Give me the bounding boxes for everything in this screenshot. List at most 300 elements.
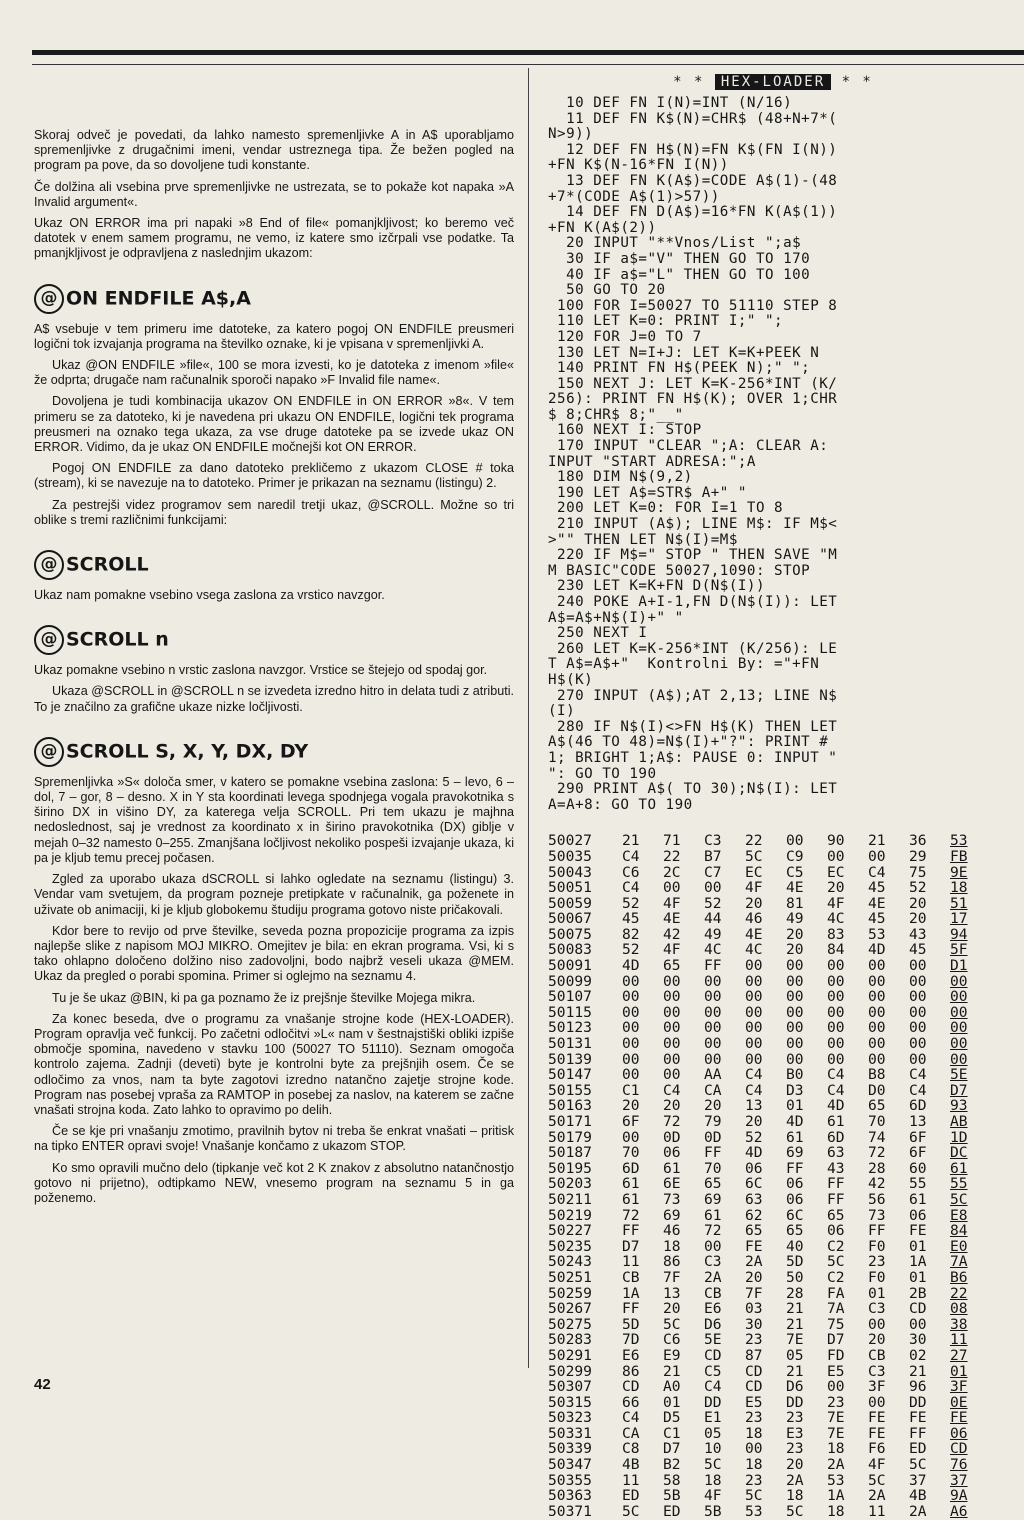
hex-byte: 00 bbox=[868, 1019, 886, 1037]
hex-byte: AA bbox=[704, 1066, 722, 1084]
hex-byte: 4D bbox=[745, 1144, 763, 1162]
listing-column bbox=[548, 74, 998, 1519]
hex-byte: 00 bbox=[663, 1050, 681, 1068]
hex-byte: DD bbox=[909, 1393, 927, 1411]
hex-byte: C1 bbox=[663, 1424, 681, 1442]
hex-byte: B8 bbox=[868, 1066, 886, 1084]
hex-checksum: 38 bbox=[950, 1315, 968, 1333]
hex-byte: 18 bbox=[745, 1424, 763, 1442]
hex-byte: 00 bbox=[745, 957, 763, 975]
hex-byte: 4C bbox=[704, 941, 722, 959]
hex-byte: CD bbox=[745, 1362, 763, 1380]
hex-byte: 20 bbox=[622, 1097, 640, 1115]
hex-byte: 52 bbox=[622, 941, 640, 959]
hex-byte: 5C bbox=[827, 1253, 845, 1271]
paragraph: Ukaza @SCROLL in @SCROLL n se izvedeta izredno hitro in delata tudi z atributi. To je značilno za grafične ukaze nizke ločljivosti. bbox=[34, 684, 514, 714]
hex-byte: 53 bbox=[827, 1471, 845, 1489]
hex-byte: 6F bbox=[909, 1144, 927, 1162]
hex-address: 50371 bbox=[548, 1502, 592, 1520]
hex-address: 50323 bbox=[548, 1409, 592, 1427]
hex-byte: C9 bbox=[786, 847, 804, 865]
hex-byte: 53 bbox=[745, 1502, 763, 1520]
hex-dump-row bbox=[548, 1052, 998, 1068]
hex-byte: 69 bbox=[786, 1144, 804, 1162]
hex-byte: 61 bbox=[704, 1206, 722, 1224]
hex-byte: FE bbox=[909, 1222, 927, 1240]
hex-checksum: 18 bbox=[950, 879, 968, 897]
hex-byte: C4 bbox=[663, 1081, 681, 1099]
hex-address: 50035 bbox=[548, 847, 592, 865]
hex-byte: 63 bbox=[745, 1190, 763, 1208]
paragraph: Dovoljena je tudi kombinacija ukazov ON ENDFILE in ON ERROR »8«. V tem primeru se za datoteko, ki je navedena pri ukazu ON ENDFILE, logični tek programa preusmeri na oznako tega ukaza, za vse druge datoteke pa se izvede ukaz ON ERROR. Vidimo, da je ukaz ON ENDFILE močnejši kot ON ERROR. bbox=[34, 394, 514, 455]
hex-checksum: 94 bbox=[950, 925, 968, 943]
hex-address: 50259 bbox=[548, 1284, 592, 1302]
hex-byte: 02 bbox=[909, 1346, 927, 1364]
hex-byte: 3F bbox=[868, 1378, 886, 1396]
hex-byte: CA bbox=[704, 1081, 722, 1099]
hex-byte: 4F bbox=[827, 894, 845, 912]
hex-dump-row bbox=[548, 1083, 998, 1099]
hex-byte: C7 bbox=[704, 863, 722, 881]
hex-byte: 4E bbox=[745, 925, 763, 943]
hex-byte: 23 bbox=[868, 1253, 886, 1271]
hex-byte: FF bbox=[622, 1300, 640, 1318]
hex-byte: 4D bbox=[868, 941, 886, 959]
hex-checksum: 06 bbox=[950, 1424, 968, 1442]
hex-byte: 56 bbox=[868, 1190, 886, 1208]
hex-address: 50251 bbox=[548, 1268, 592, 1286]
hex-byte: 13 bbox=[909, 1113, 927, 1130]
hex-byte: 00 bbox=[786, 1003, 804, 1021]
hex-byte: FA bbox=[827, 1284, 845, 1302]
hex-byte: ED bbox=[909, 1440, 927, 1458]
hex-byte: 58 bbox=[663, 1471, 681, 1489]
hex-address: 50235 bbox=[548, 1237, 592, 1255]
hex-byte: 45 bbox=[868, 879, 886, 897]
paragraph: Ko smo opravili mučno delo (tipkanje več kot 2 K znakov z absolutno natančnostjo gotovo ni prijetno), odtipkamo NEW, vnesemo program na seznamu 5 in ga poženemo. bbox=[34, 1160, 514, 1205]
hex-byte: 4E bbox=[868, 894, 886, 912]
hex-checksum: 00 bbox=[950, 972, 968, 990]
hex-byte: 00 bbox=[622, 1050, 640, 1068]
hex-byte: 00 bbox=[704, 1237, 722, 1255]
hex-byte: 65 bbox=[827, 1206, 845, 1224]
hex-dump-row bbox=[548, 1317, 998, 1333]
hex-byte: 50 bbox=[786, 1268, 804, 1286]
hex-byte: 5C bbox=[786, 1502, 804, 1520]
hex-byte: 00 bbox=[622, 1003, 640, 1021]
hex-byte: 05 bbox=[704, 1424, 722, 1442]
hex-byte: C3 bbox=[704, 832, 722, 850]
hex-byte: 00 bbox=[704, 1050, 722, 1068]
hex-byte: FF bbox=[622, 1222, 640, 1240]
hex-byte: 43 bbox=[827, 1159, 845, 1177]
hex-byte: DD bbox=[704, 1393, 722, 1411]
hex-byte: 11 bbox=[622, 1471, 640, 1489]
hex-byte: D6 bbox=[704, 1315, 722, 1333]
hex-byte: 21 bbox=[909, 1362, 927, 1380]
on-endfile-section bbox=[34, 322, 514, 528]
page-number: 42 bbox=[34, 1376, 51, 1393]
hex-dump-row bbox=[548, 833, 998, 849]
hex-byte: CD bbox=[745, 1378, 763, 1396]
hex-byte: 71 bbox=[663, 832, 681, 850]
hex-byte: 7F bbox=[745, 1284, 763, 1302]
hex-byte: FF bbox=[786, 1159, 804, 1177]
hex-byte: E6 bbox=[704, 1300, 722, 1318]
hex-byte: 6F bbox=[622, 1113, 640, 1130]
hex-byte: 20 bbox=[909, 894, 927, 912]
hex-address: 50331 bbox=[548, 1424, 592, 1442]
hex-byte: 70 bbox=[704, 1159, 722, 1177]
hex-checksum: 5F bbox=[950, 941, 968, 959]
hex-byte: 87 bbox=[745, 1346, 763, 1364]
hex-byte: 4C bbox=[827, 910, 845, 928]
hex-address: 50075 bbox=[548, 925, 592, 943]
hex-byte: 2C bbox=[663, 863, 681, 881]
hex-byte: 72 bbox=[868, 1144, 886, 1162]
hex-byte: E5 bbox=[827, 1362, 845, 1380]
hex-dump-row bbox=[548, 1208, 998, 1224]
hex-byte: 20 bbox=[786, 1456, 804, 1474]
hex-byte: 45 bbox=[622, 910, 640, 928]
hex-dump-row bbox=[548, 880, 998, 896]
hex-byte: 61 bbox=[663, 1159, 681, 1177]
hex-byte: C4 bbox=[827, 1066, 845, 1084]
hex-byte: 30 bbox=[745, 1315, 763, 1333]
hex-byte: 28 bbox=[868, 1159, 886, 1177]
at-sign-icon: @ bbox=[34, 625, 64, 655]
hex-byte: D7 bbox=[663, 1440, 681, 1458]
hex-byte: 75 bbox=[909, 863, 927, 881]
hex-byte: 20 bbox=[786, 925, 804, 943]
hex-byte: E9 bbox=[663, 1346, 681, 1364]
at-sign-icon: @ bbox=[34, 737, 64, 767]
hex-byte: 5B bbox=[663, 1487, 681, 1505]
hex-byte: 00 bbox=[663, 988, 681, 1006]
hex-byte: C4 bbox=[745, 1066, 763, 1084]
hex-byte: FF bbox=[704, 957, 722, 975]
hex-address: 50059 bbox=[548, 894, 592, 912]
paragraph: Zgled za uporabo ukaza dSCROLL si lahko ogledate na seznamu (listingu) 3. Vendar vam svetujem, da program pozneje pretipkate v računalnik, ga poženete in uživate ob animaciji, ki je kljub globokemu študiju programa gotovo niste pričakovali. bbox=[34, 872, 514, 917]
hex-byte: 4F bbox=[663, 894, 681, 912]
hex-dump-row bbox=[548, 849, 998, 865]
hex-byte: 61 bbox=[622, 1190, 640, 1208]
paragraph: Ukaz @ON ENDFILE »file«, 100 se mora izvesti, ko je datoteka z imenom »file« že odprta; drugače nam računalnik sporoči napako »F Invalid file name«. bbox=[34, 358, 514, 388]
hex-byte: 00 bbox=[909, 1050, 927, 1068]
hex-byte: 20 bbox=[704, 1097, 722, 1115]
hex-byte: 21 bbox=[868, 832, 886, 850]
hex-byte: 00 bbox=[827, 1019, 845, 1037]
hex-address: 50123 bbox=[548, 1019, 592, 1037]
hex-checksum: D7 bbox=[950, 1081, 968, 1099]
hex-dump-row bbox=[548, 896, 998, 912]
hex-dump-row bbox=[548, 1130, 998, 1146]
hex-byte: FE bbox=[868, 1409, 886, 1427]
hex-checksum: 00 bbox=[950, 1035, 968, 1053]
hex-checksum: B6 bbox=[950, 1268, 968, 1286]
hex-byte: FD bbox=[827, 1346, 845, 1364]
hex-checksum: A6 bbox=[950, 1502, 968, 1520]
hex-byte: 4B bbox=[622, 1456, 640, 1474]
hex-byte: C4 bbox=[704, 1378, 722, 1396]
hex-byte: 23 bbox=[745, 1409, 763, 1427]
hex-checksum: 37 bbox=[950, 1471, 968, 1489]
hex-byte: C3 bbox=[704, 1253, 722, 1271]
paragraph: Ukaz nam pomakne vsebino vsega zaslona za vrstico navzgor. bbox=[34, 588, 385, 603]
hex-byte: 00 bbox=[622, 1128, 640, 1146]
hex-byte: C4 bbox=[622, 847, 640, 865]
hex-address: 50195 bbox=[548, 1159, 592, 1177]
hex-dump-row bbox=[548, 942, 998, 958]
hex-dump-row bbox=[548, 1114, 998, 1130]
hex-address: 50147 bbox=[548, 1066, 592, 1084]
hex-byte: FE bbox=[868, 1424, 886, 1442]
hex-address: 50091 bbox=[548, 957, 592, 975]
hex-byte: C5 bbox=[704, 1362, 722, 1380]
hex-byte: 65 bbox=[745, 1222, 763, 1240]
hex-byte: B0 bbox=[786, 1066, 804, 1084]
hex-byte: 6D bbox=[909, 1097, 927, 1115]
hex-byte: 60 bbox=[909, 1159, 927, 1177]
hex-byte: 5E bbox=[704, 1331, 722, 1349]
hex-loader-title-text: HEX-LOADER bbox=[715, 74, 831, 90]
hex-byte: 70 bbox=[622, 1144, 640, 1162]
hex-dump-row bbox=[548, 958, 998, 974]
hex-checksum: FE bbox=[950, 1409, 968, 1427]
hex-checksum: FB bbox=[950, 847, 968, 865]
hex-dump bbox=[548, 833, 998, 1519]
article-column bbox=[34, 128, 514, 1212]
hex-byte: ED bbox=[663, 1502, 681, 1520]
hex-byte: 00 bbox=[827, 1035, 845, 1053]
paragraph: Za konec beseda, dve o programu za vnašanje strojne kode (HEX-LOADER). Program opravlja več funkcij. Po začetni odločitvi »L« nam v šestnajstiški obliki izpiše območje spomina, navedeno v stavku 100 (50027 TO 51110). Seznam omogoča kontrolo zajema. Zadnji (deveti) byte je kontrolni byte za prejšnjih osem. Če se odločimo za vnos, nam ta byte zagotovi izredno natančno zajetje strojne kode. Program nas posebej vpraša za RAMTOP in posebej za naslov, na katerem se začne vnašati strojna koda. Zato lahko to opravimo po delih. bbox=[34, 1011, 514, 1117]
heading-on-endfile: @ ON ENDFILE A$,A bbox=[34, 284, 514, 314]
scroll-sxy-section bbox=[34, 775, 514, 1206]
hex-address: 50339 bbox=[548, 1440, 592, 1458]
hex-byte: 40 bbox=[786, 1237, 804, 1255]
hex-byte: 6D bbox=[622, 1159, 640, 1177]
top-rule-thin bbox=[32, 64, 1024, 65]
hex-byte: 01 bbox=[786, 1097, 804, 1115]
hex-byte: 00 bbox=[745, 1035, 763, 1053]
hex-byte: E5 bbox=[745, 1393, 763, 1411]
hex-byte: 01 bbox=[909, 1237, 927, 1255]
hex-byte: B2 bbox=[663, 1456, 681, 1474]
hex-byte: 00 bbox=[786, 957, 804, 975]
hex-byte: 7F bbox=[663, 1268, 681, 1286]
hex-checksum: 22 bbox=[950, 1284, 968, 1302]
scroll-n-section bbox=[34, 663, 514, 715]
hex-byte: 5C bbox=[622, 1502, 640, 1520]
hex-address: 50363 bbox=[548, 1487, 592, 1505]
hex-byte: CD bbox=[704, 1346, 722, 1364]
hex-byte: C4 bbox=[622, 1409, 640, 1427]
hex-byte: C2 bbox=[827, 1237, 845, 1255]
paragraph: Ukaz ON ERROR ima pri napaki »8 End of file« pomanjkljivost; ko beremo več datotek v enem samem programu, ne vemo, iz katere smo izčrpali vse podatke. Ta pmanjkljivost je odpravljena z naslednjim ukazom: bbox=[34, 216, 514, 261]
hex-byte: 21 bbox=[786, 1315, 804, 1333]
column-divider bbox=[528, 68, 529, 1368]
hex-byte: 00 bbox=[868, 1035, 886, 1053]
hex-byte: F0 bbox=[868, 1268, 886, 1286]
hex-byte: 06 bbox=[745, 1159, 763, 1177]
hex-dump-row bbox=[548, 1145, 998, 1161]
hex-byte: F0 bbox=[868, 1237, 886, 1255]
hex-address: 50179 bbox=[548, 1128, 592, 1146]
hex-dump-row bbox=[548, 1457, 998, 1473]
hex-byte: 06 bbox=[663, 1144, 681, 1162]
hex-byte: 23 bbox=[745, 1471, 763, 1489]
hex-byte: 00 bbox=[663, 879, 681, 897]
hex-checksum: 08 bbox=[950, 1300, 968, 1318]
hex-address: 50275 bbox=[548, 1315, 592, 1333]
hex-byte: 00 bbox=[909, 1019, 927, 1037]
hex-checksum: 3F bbox=[950, 1378, 968, 1396]
hex-address: 50099 bbox=[548, 972, 592, 990]
hex-byte: 2A bbox=[745, 1253, 763, 1271]
hex-byte: EC bbox=[827, 863, 845, 881]
hex-byte: 73 bbox=[663, 1190, 681, 1208]
scroll-section bbox=[34, 588, 514, 603]
hex-byte: 06 bbox=[786, 1175, 804, 1193]
hex-byte: FF bbox=[827, 1175, 845, 1193]
hex-byte: FE bbox=[909, 1409, 927, 1427]
hex-byte: 5C bbox=[909, 1456, 927, 1474]
hex-byte: 21 bbox=[622, 832, 640, 850]
hex-byte: 61 bbox=[622, 1175, 640, 1193]
hex-byte: 7E bbox=[827, 1409, 845, 1427]
hex-byte: FE bbox=[745, 1237, 763, 1255]
hex-byte: 0D bbox=[704, 1128, 722, 1146]
hex-byte: 06 bbox=[827, 1222, 845, 1240]
hex-dump-row bbox=[548, 1364, 998, 1380]
hex-byte: 20 bbox=[868, 1331, 886, 1349]
hex-byte: 05 bbox=[786, 1346, 804, 1364]
hex-checksum: 51 bbox=[950, 894, 968, 912]
hex-byte: 00 bbox=[704, 1019, 722, 1037]
hex-byte: 72 bbox=[704, 1222, 722, 1240]
hex-byte: EC bbox=[745, 863, 763, 881]
hex-address: 50243 bbox=[548, 1253, 592, 1271]
hex-byte: 18 bbox=[745, 1456, 763, 1474]
hex-byte: 4B bbox=[909, 1487, 927, 1505]
hex-byte: 65 bbox=[663, 957, 681, 975]
hex-byte: 70 bbox=[868, 1113, 886, 1130]
hex-byte: 75 bbox=[827, 1315, 845, 1333]
hex-byte: 1A bbox=[622, 1284, 640, 1302]
hex-byte: 11 bbox=[868, 1502, 886, 1520]
hex-address: 50307 bbox=[548, 1378, 592, 1396]
hex-byte: C3 bbox=[868, 1300, 886, 1318]
hex-byte: 00 bbox=[663, 1019, 681, 1037]
hex-dump-row bbox=[548, 1192, 998, 1208]
hex-checksum: 9E bbox=[950, 863, 968, 881]
hex-byte: FF bbox=[704, 1144, 722, 1162]
hex-byte: 00 bbox=[827, 1378, 845, 1396]
hex-checksum: 93 bbox=[950, 1097, 968, 1115]
hex-byte: 4D bbox=[622, 957, 640, 975]
paragraph: Tu je še ukaz @BIN, ki pa ga poznamo že iz prejšnje številke Mojega mikra. bbox=[52, 990, 476, 1005]
hex-byte: 23 bbox=[827, 1393, 845, 1411]
hex-byte: 20 bbox=[745, 1113, 763, 1130]
hex-byte: 00 bbox=[868, 1315, 886, 1333]
paragraph: Če dolžina ali vsebina prve spremenljivke ne ustrezata, se to pokaže kot napaka »A Invalid argument«. bbox=[34, 179, 514, 209]
hex-byte: 5C bbox=[745, 847, 763, 865]
hex-byte: 18 bbox=[827, 1440, 845, 1458]
hex-byte: C8 bbox=[622, 1440, 640, 1458]
hex-byte: 18 bbox=[704, 1471, 722, 1489]
hex-byte: 00 bbox=[868, 988, 886, 1006]
hex-checksum: 00 bbox=[950, 988, 968, 1006]
hex-byte: F6 bbox=[868, 1440, 886, 1458]
hex-byte: 22 bbox=[663, 847, 681, 865]
hex-byte: 20 bbox=[909, 910, 927, 928]
hex-checksum: 84 bbox=[950, 1222, 968, 1240]
hex-byte: 72 bbox=[663, 1113, 681, 1130]
hex-byte: 5C bbox=[745, 1487, 763, 1505]
hex-byte: 00 bbox=[827, 1003, 845, 1021]
hex-byte: D6 bbox=[786, 1378, 804, 1396]
hex-byte: 1A bbox=[909, 1253, 927, 1271]
hex-byte: 00 bbox=[868, 1050, 886, 1068]
hex-dump-row bbox=[548, 1020, 998, 1036]
hex-checksum: 1D bbox=[950, 1128, 968, 1146]
hex-byte: 52 bbox=[622, 894, 640, 912]
hex-dump-row bbox=[548, 1239, 998, 1255]
hex-byte: 65 bbox=[704, 1175, 722, 1193]
hex-address: 50115 bbox=[548, 1003, 592, 1021]
hex-byte: 00 bbox=[786, 1050, 804, 1068]
hex-dump-row bbox=[548, 1067, 998, 1083]
hex-byte: 69 bbox=[704, 1190, 722, 1208]
hex-byte: 84 bbox=[827, 941, 845, 959]
hex-byte: 4D bbox=[786, 1113, 804, 1130]
hex-byte: 06 bbox=[786, 1190, 804, 1208]
hex-byte: 00 bbox=[909, 988, 927, 1006]
hex-byte: 4F bbox=[745, 879, 763, 897]
hex-dump-row bbox=[548, 1161, 998, 1177]
hex-checksum: 11 bbox=[950, 1331, 968, 1349]
hex-byte: 00 bbox=[827, 972, 845, 990]
hex-byte: 96 bbox=[909, 1378, 927, 1396]
hex-byte: 6D bbox=[827, 1128, 845, 1146]
hex-address: 50283 bbox=[548, 1331, 592, 1349]
hex-address: 50051 bbox=[548, 879, 592, 897]
hex-byte: 00 bbox=[622, 1019, 640, 1037]
hex-address: 50155 bbox=[548, 1081, 592, 1099]
hex-byte: 4F bbox=[868, 1456, 886, 1474]
hex-byte: 00 bbox=[909, 1315, 927, 1333]
hex-checksum: 00 bbox=[950, 1003, 968, 1021]
hex-byte: C4 bbox=[827, 1081, 845, 1099]
hex-byte: 37 bbox=[909, 1471, 927, 1489]
hex-byte: 55 bbox=[909, 1175, 927, 1193]
hex-byte: CD bbox=[909, 1300, 927, 1318]
hex-byte: 4F bbox=[663, 941, 681, 959]
hex-address: 50187 bbox=[548, 1144, 592, 1162]
hex-byte: 01 bbox=[868, 1284, 886, 1302]
hex-checksum: 00 bbox=[950, 1050, 968, 1068]
hex-byte: 5C bbox=[868, 1471, 886, 1489]
hex-byte: 00 bbox=[704, 972, 722, 990]
hex-byte: 00 bbox=[909, 957, 927, 975]
hex-byte: 2A bbox=[909, 1502, 927, 1520]
hex-byte: 00 bbox=[868, 847, 886, 865]
hex-byte: FF bbox=[827, 1190, 845, 1208]
hex-byte: C3 bbox=[868, 1362, 886, 1380]
hex-byte: 2A bbox=[786, 1471, 804, 1489]
hex-dump-row bbox=[548, 865, 998, 881]
hex-byte: 6C bbox=[745, 1175, 763, 1193]
